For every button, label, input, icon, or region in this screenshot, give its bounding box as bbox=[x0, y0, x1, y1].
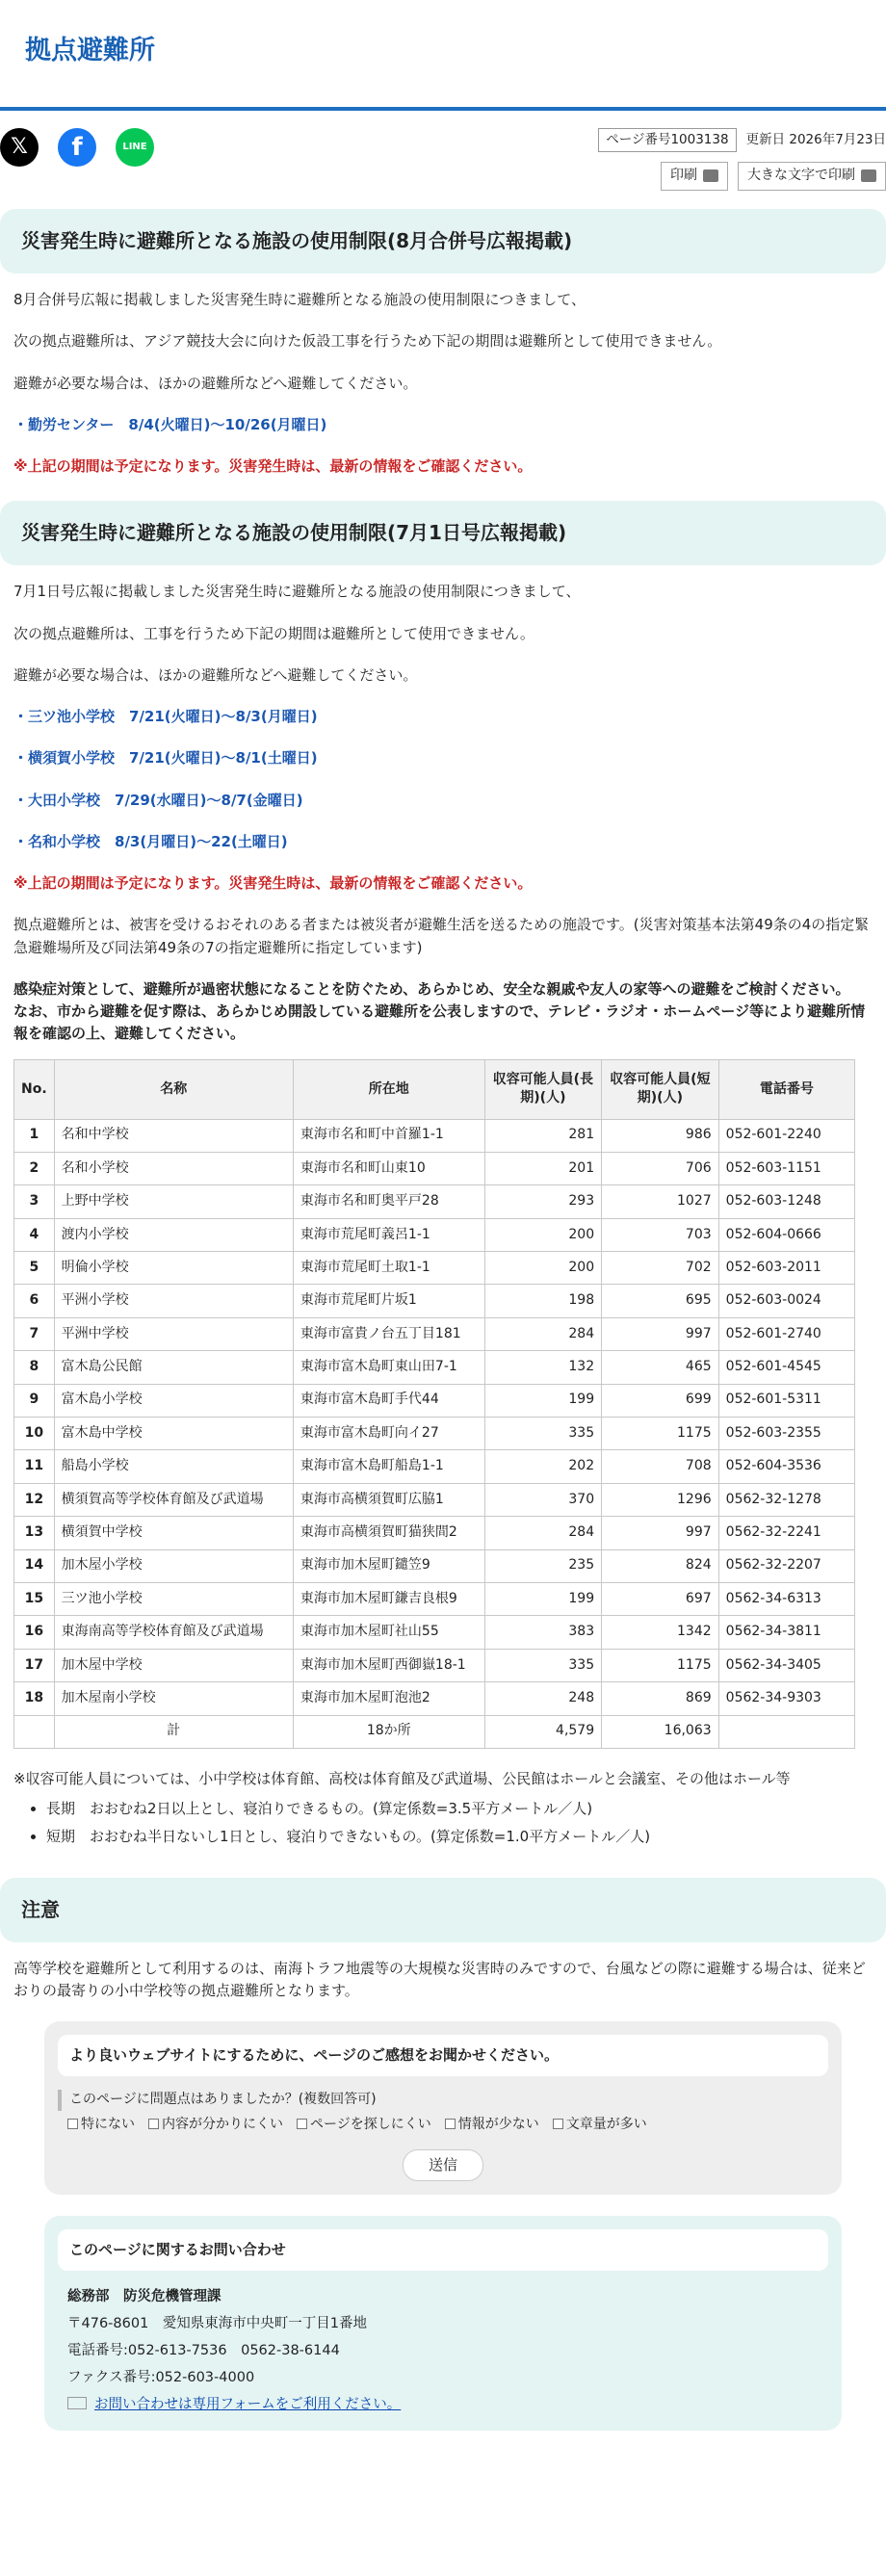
shelter-table bbox=[13, 1059, 855, 1749]
paragraph: 7月1日号広報に掲載しました災害発生時に避難所となる施設の使用制限につきまして、 bbox=[13, 583, 581, 601]
cell-long: 201 bbox=[484, 1152, 601, 1184]
printer-icon bbox=[703, 169, 718, 182]
cell-address: 東海市高横須賀町広脇1 bbox=[293, 1483, 484, 1516]
paragraph: 避難が必要な場合は、ほかの避難所などへ避難してください。 bbox=[13, 374, 418, 392]
toolbar bbox=[0, 111, 886, 209]
cell-name: 加木屋中学校 bbox=[54, 1649, 293, 1681]
table-total-row bbox=[14, 1715, 855, 1748]
section-heading-august: 災害発生時に避難所となる施設の使用制限(8月合併号広報掲載) bbox=[0, 209, 886, 273]
cell-short: 1175 bbox=[602, 1649, 719, 1681]
contact-body bbox=[58, 2271, 828, 2419]
cell-phone: 052-603-1151 bbox=[718, 1152, 854, 1184]
cell-address: 東海市荒尾町片坂1 bbox=[293, 1285, 484, 1317]
cell-name: 名和小学校 bbox=[54, 1152, 293, 1184]
cell-long: 200 bbox=[484, 1218, 601, 1251]
cell-short: 997 bbox=[602, 1517, 719, 1549]
cell-no: 11 bbox=[14, 1450, 55, 1483]
survey-question: このページに問題点はありましたか？(複数回答可) bbox=[58, 2090, 828, 2111]
cell-address: 東海市富貴ノ台五丁目181 bbox=[293, 1317, 484, 1350]
cell-address: 東海市加木屋町泡池2 bbox=[293, 1682, 484, 1715]
contact-form-row bbox=[67, 2392, 819, 2419]
cell-no: 8 bbox=[14, 1351, 55, 1384]
checkbox[interactable] bbox=[297, 2119, 307, 2129]
col-header-no: No. bbox=[14, 1059, 55, 1119]
cell-address: 東海市富木島町手代44 bbox=[293, 1384, 484, 1417]
col-header-name: 名称 bbox=[54, 1059, 293, 1119]
cell-long: 335 bbox=[484, 1418, 601, 1450]
cell-name: 明倫小学校 bbox=[54, 1252, 293, 1285]
option-label: 文章量が多い bbox=[565, 2117, 647, 2133]
list-item: • 長期 おおむね2日以上とし、寝泊りできるもの。(算定係数=3.5平方メートル／人) bbox=[46, 1798, 873, 1820]
table-header-row bbox=[14, 1059, 855, 1119]
col-header-long: 収容可能人員(長期)(人) bbox=[484, 1059, 601, 1119]
total-count: 18か所 bbox=[293, 1715, 484, 1748]
table-row bbox=[14, 1317, 855, 1350]
capacity-definitions bbox=[46, 1798, 873, 1849]
cell-phone: 052-603-1248 bbox=[718, 1185, 854, 1218]
cell-address: 東海市加木屋町社山55 bbox=[293, 1616, 484, 1649]
cell-no: 10 bbox=[14, 1418, 55, 1450]
cell-no: 12 bbox=[14, 1483, 55, 1516]
x-share-icon[interactable]: 𝕏 bbox=[0, 128, 39, 167]
cell-no: 6 bbox=[14, 1285, 55, 1317]
schedule-note: ※上記の期間は予定になります。災害発生時は、最新の情報をご確認ください。 bbox=[13, 874, 533, 892]
cell-no: 17 bbox=[14, 1649, 55, 1681]
total-short: 16,063 bbox=[602, 1715, 719, 1748]
survey-option[interactable] bbox=[445, 2115, 539, 2136]
caution-section bbox=[0, 1942, 886, 2022]
print-button[interactable] bbox=[661, 162, 728, 191]
section-july bbox=[0, 565, 886, 1045]
section-heading-caution: 注意 bbox=[0, 1878, 886, 1942]
cell-address: 東海市加木屋町西御嶽18-1 bbox=[293, 1649, 484, 1681]
table-row bbox=[14, 1450, 855, 1483]
survey-option[interactable] bbox=[67, 2115, 135, 2136]
cell-long: 198 bbox=[484, 1285, 601, 1317]
cell-long: 235 bbox=[484, 1549, 601, 1582]
cell-address: 東海市富木島町東山田7-1 bbox=[293, 1351, 484, 1384]
contact-form-link[interactable]: お問い合わせは専用フォームをご利用ください。 bbox=[94, 2397, 402, 2413]
cell-long: 284 bbox=[484, 1517, 601, 1549]
cell-no: 2 bbox=[14, 1152, 55, 1184]
paragraph: 8月合併号広報に掲載しました災害発生時に避難所となる施設の使用制限につきまして、 bbox=[13, 291, 586, 308]
cell-no: 18 bbox=[14, 1682, 55, 1715]
capacity-notes bbox=[0, 1749, 886, 1849]
table-row bbox=[14, 1384, 855, 1417]
cell-name: 富木島公民館 bbox=[54, 1351, 293, 1384]
checkbox[interactable] bbox=[67, 2119, 78, 2129]
cell-address: 東海市高横須賀町猫狭間2 bbox=[293, 1517, 484, 1549]
table-row bbox=[14, 1252, 855, 1285]
table-row bbox=[14, 1119, 855, 1152]
table-row bbox=[14, 1185, 855, 1218]
table-row bbox=[14, 1682, 855, 1715]
cell-phone: 052-601-4545 bbox=[718, 1351, 854, 1384]
cell-no: 3 bbox=[14, 1185, 55, 1218]
cell-name: 加木屋南小学校 bbox=[54, 1682, 293, 1715]
caution-text: 高等学校を避難所として利用するのは、南海トラフ地震等の大規模な災害時のみですので、台風などの際に避難する場合は、従来どおりの最寄りの小中学校等の拠点避難所となります。 bbox=[13, 1959, 866, 1999]
facebook-share-icon[interactable]: f bbox=[58, 128, 96, 167]
cell-name: 平洲中学校 bbox=[54, 1317, 293, 1350]
cell-no: 7 bbox=[14, 1317, 55, 1350]
evacuation-notice: なお、市から避難を促す際は、あらかじめ開設している避難所を公表しますので、テレビ・ラジオ・ホームページ等により避難所情報を確認の上、避難してください。 bbox=[13, 1002, 866, 1043]
cell-phone: 0562-34-6313 bbox=[718, 1582, 854, 1615]
capacity-note-intro: ※収容可能人員については、小中学校は体育館、高校は体育館及び武道場、公民館はホールと会議室、その他はホール等 bbox=[13, 1769, 791, 1787]
contact-box bbox=[44, 2216, 842, 2431]
col-header-short: 収容可能人員(短期)(人) bbox=[602, 1059, 719, 1119]
cell-long: 370 bbox=[484, 1483, 601, 1516]
contact-address: 〒476-8601 愛知県東海市中央町一丁目1番地 bbox=[67, 2316, 368, 2332]
cell-name: 富木島中学校 bbox=[54, 1418, 293, 1450]
cell-short: 997 bbox=[602, 1317, 719, 1350]
col-header-address: 所在地 bbox=[293, 1059, 484, 1119]
cell-address: 東海市加木屋町鎌吉良根9 bbox=[293, 1582, 484, 1615]
cell-phone: 052-603-0024 bbox=[718, 1285, 854, 1317]
print-label: 印刷 bbox=[670, 167, 697, 183]
cell-no: 4 bbox=[14, 1218, 55, 1251]
contact-fax: ファクス番号:052-603-4000 bbox=[67, 2370, 255, 2386]
option-label: 内容が分かりにくい bbox=[162, 2117, 283, 2133]
section-heading-july: 災害発生時に避難所となる施設の使用制限(7月1日号広報掲載) bbox=[0, 501, 886, 565]
cell-phone: 052-604-0666 bbox=[718, 1218, 854, 1251]
cell-phone: 052-601-2240 bbox=[718, 1119, 854, 1152]
send-button[interactable]: 送信 bbox=[403, 2149, 483, 2181]
cell-short: 699 bbox=[602, 1384, 719, 1417]
table-row bbox=[14, 1285, 855, 1317]
cell-short: 1296 bbox=[602, 1483, 719, 1516]
cell-phone: 052-603-2011 bbox=[718, 1252, 854, 1285]
cell-phone: 052-601-2740 bbox=[718, 1317, 854, 1350]
table-row bbox=[14, 1218, 855, 1251]
cell-name: 船島小学校 bbox=[54, 1450, 293, 1483]
cell-phone: 0562-32-1278 bbox=[718, 1483, 854, 1516]
closure-item: ・名和小学校 8/3(月曜日)～22(土曜日) bbox=[13, 832, 288, 850]
contact-title: このページに関するお問い合わせ bbox=[58, 2229, 828, 2271]
cell-address: 東海市荒尾町土取1-1 bbox=[293, 1252, 484, 1285]
contact-phone: 電話番号:052-613-7536 0562-38-6144 bbox=[67, 2343, 340, 2359]
option-label: ページを探しにくい bbox=[310, 2117, 431, 2133]
contact-dept: 総務部 防災危機管理課 bbox=[67, 2289, 222, 2305]
survey-option[interactable] bbox=[148, 2115, 283, 2136]
cell-name: 名和中学校 bbox=[54, 1119, 293, 1152]
table-row bbox=[14, 1483, 855, 1516]
cell-phone: 0562-34-3405 bbox=[718, 1649, 854, 1681]
total-no bbox=[14, 1715, 55, 1748]
cell-phone: 0562-32-2207 bbox=[718, 1549, 854, 1582]
cell-phone: 0562-32-2241 bbox=[718, 1517, 854, 1549]
cell-short: 986 bbox=[602, 1119, 719, 1152]
paragraph: 次の拠点避難所は、工事を行うため下記の期間は避難所として使用できません。 bbox=[13, 624, 534, 642]
cell-address: 東海市富木島町向イ27 bbox=[293, 1418, 484, 1450]
cell-no: 15 bbox=[14, 1582, 55, 1615]
closure-item: ・勤労センター 8/4(火曜日)～10/26(月曜日) bbox=[13, 415, 327, 433]
cell-address: 東海市加木屋町鑓笠9 bbox=[293, 1549, 484, 1582]
schedule-note: ※上記の期間は予定になります。災害発生時は、最新の情報をご確認ください。 bbox=[13, 457, 533, 475]
table-row bbox=[14, 1616, 855, 1649]
cell-short: 824 bbox=[602, 1549, 719, 1582]
cell-long: 383 bbox=[484, 1616, 601, 1649]
mail-icon bbox=[67, 2397, 87, 2409]
survey-title: より良いウェブサイトにするために、ページのご感想をお聞かせください。 bbox=[58, 2035, 828, 2076]
cell-address: 東海市名和町山東10 bbox=[293, 1152, 484, 1184]
table-row bbox=[14, 1549, 855, 1582]
cell-short: 695 bbox=[602, 1285, 719, 1317]
option-label: 特にない bbox=[81, 2117, 135, 2133]
survey-options bbox=[58, 2115, 828, 2136]
section-august bbox=[0, 273, 886, 478]
infection-notice: 感染症対策として、避難所が過密状態になることを防ぐため、あらかじめ、安全な親戚や友人の家等への避難をご検討ください。 bbox=[13, 979, 850, 998]
cell-short: 706 bbox=[602, 1152, 719, 1184]
cell-phone: 052-601-5311 bbox=[718, 1384, 854, 1417]
cell-no: 5 bbox=[14, 1252, 55, 1285]
total-label: 計 bbox=[54, 1715, 293, 1748]
shelter-definition: 拠点避難所とは、被害を受けるおそれのある者または被災者が避難生活を送るための施設です。(災害対策基本法第49条の4の指定緊急避難場所及び同法第49条の7の指定避難所に指定しています) bbox=[13, 916, 870, 956]
feedback-survey bbox=[44, 2021, 842, 2195]
closure-item: ・大田小学校 7/29(水曜日)～8/7(金曜日) bbox=[13, 791, 303, 809]
cell-name: 上野中学校 bbox=[54, 1185, 293, 1218]
cell-address: 東海市名和町中首羅1-1 bbox=[293, 1119, 484, 1152]
paragraph: 次の拠点避難所は、アジア競技大会に向けた仮設工事を行うため下記の期間は避難所として使用できません。 bbox=[13, 332, 722, 351]
paragraph: 避難が必要な場合は、ほかの避難所などへ避難してください。 bbox=[13, 665, 418, 684]
cell-no: 9 bbox=[14, 1384, 55, 1417]
updated-date: 更新日 2026年7月23日 bbox=[745, 132, 886, 147]
total-phone bbox=[718, 1715, 854, 1748]
col-header-phone: 電話番号 bbox=[718, 1059, 854, 1119]
cell-long: 281 bbox=[484, 1119, 601, 1152]
cell-long: 284 bbox=[484, 1317, 601, 1350]
cell-name: 横須賀中学校 bbox=[54, 1517, 293, 1549]
cell-phone: 052-604-3536 bbox=[718, 1450, 854, 1483]
table-row bbox=[14, 1152, 855, 1184]
table-row bbox=[14, 1351, 855, 1384]
page-meta bbox=[598, 128, 886, 209]
checkbox[interactable] bbox=[148, 2119, 159, 2129]
cell-long: 199 bbox=[484, 1582, 601, 1615]
cell-address: 東海市富木島町船島1-1 bbox=[293, 1450, 484, 1483]
checkbox[interactable] bbox=[553, 2119, 563, 2129]
cell-phone: 0562-34-3811 bbox=[718, 1616, 854, 1649]
cell-short: 702 bbox=[602, 1252, 719, 1285]
list-item: • 短期 おおむね半日ないし1日とし、寝泊りできないもの。(算定係数=1.0平方メートル／人) bbox=[46, 1826, 873, 1848]
closure-item: ・三ツ池小学校 7/21(火曜日)～8/3(月曜日) bbox=[13, 708, 318, 725]
table-row bbox=[14, 1582, 855, 1615]
table-row bbox=[14, 1418, 855, 1450]
cell-no: 13 bbox=[14, 1517, 55, 1549]
survey-option[interactable] bbox=[553, 2115, 647, 2136]
survey-option[interactable] bbox=[297, 2115, 431, 2136]
cell-name: 横須賀高等学校体育館及び武道場 bbox=[54, 1483, 293, 1516]
cell-long: 248 bbox=[484, 1682, 601, 1715]
cell-short: 1175 bbox=[602, 1418, 719, 1450]
checkbox[interactable] bbox=[445, 2119, 456, 2129]
cell-long: 293 bbox=[484, 1185, 601, 1218]
cell-no: 14 bbox=[14, 1549, 55, 1582]
option-label: 情報が少ない bbox=[457, 2117, 539, 2133]
cell-short: 697 bbox=[602, 1582, 719, 1615]
cell-no: 1 bbox=[14, 1119, 55, 1152]
cell-short: 1342 bbox=[602, 1616, 719, 1649]
total-long: 4,579 bbox=[484, 1715, 601, 1748]
print-large-label: 大きな文字で印刷 bbox=[747, 167, 855, 183]
cell-long: 202 bbox=[484, 1450, 601, 1483]
cell-long: 200 bbox=[484, 1252, 601, 1285]
cell-name: 渡内小学校 bbox=[54, 1218, 293, 1251]
page-header bbox=[0, 0, 886, 111]
cell-long: 335 bbox=[484, 1649, 601, 1681]
line-share-icon[interactable]: LINE bbox=[116, 128, 154, 167]
page-number: ページ番号1003138 bbox=[598, 128, 736, 152]
print-large-button[interactable] bbox=[738, 162, 886, 191]
cell-short: 465 bbox=[602, 1351, 719, 1384]
cell-name: 富木島小学校 bbox=[54, 1384, 293, 1417]
cell-name: 平洲小学校 bbox=[54, 1285, 293, 1317]
cell-short: 703 bbox=[602, 1218, 719, 1251]
cell-name: 加木屋小学校 bbox=[54, 1549, 293, 1582]
share-buttons bbox=[0, 128, 154, 209]
closure-item: ・横須賀小学校 7/21(火曜日)～8/1(土曜日) bbox=[13, 749, 318, 768]
table-row bbox=[14, 1649, 855, 1681]
cell-name: 東海南高等学校体育館及び武道場 bbox=[54, 1616, 293, 1649]
cell-short: 1027 bbox=[602, 1185, 719, 1218]
cell-phone: 0562-34-9303 bbox=[718, 1682, 854, 1715]
table-row bbox=[14, 1517, 855, 1549]
cell-address: 東海市名和町奥平戸28 bbox=[293, 1185, 484, 1218]
page-title: 拠点避難所 bbox=[25, 36, 155, 65]
cell-address: 東海市荒尾町義呂1-1 bbox=[293, 1218, 484, 1251]
printer-icon bbox=[861, 169, 876, 182]
cell-long: 132 bbox=[484, 1351, 601, 1384]
cell-long: 199 bbox=[484, 1384, 601, 1417]
cell-short: 708 bbox=[602, 1450, 719, 1483]
cell-no: 16 bbox=[14, 1616, 55, 1649]
cell-short: 869 bbox=[602, 1682, 719, 1715]
cell-name: 三ツ池小学校 bbox=[54, 1582, 293, 1615]
cell-phone: 052-603-2355 bbox=[718, 1418, 854, 1450]
